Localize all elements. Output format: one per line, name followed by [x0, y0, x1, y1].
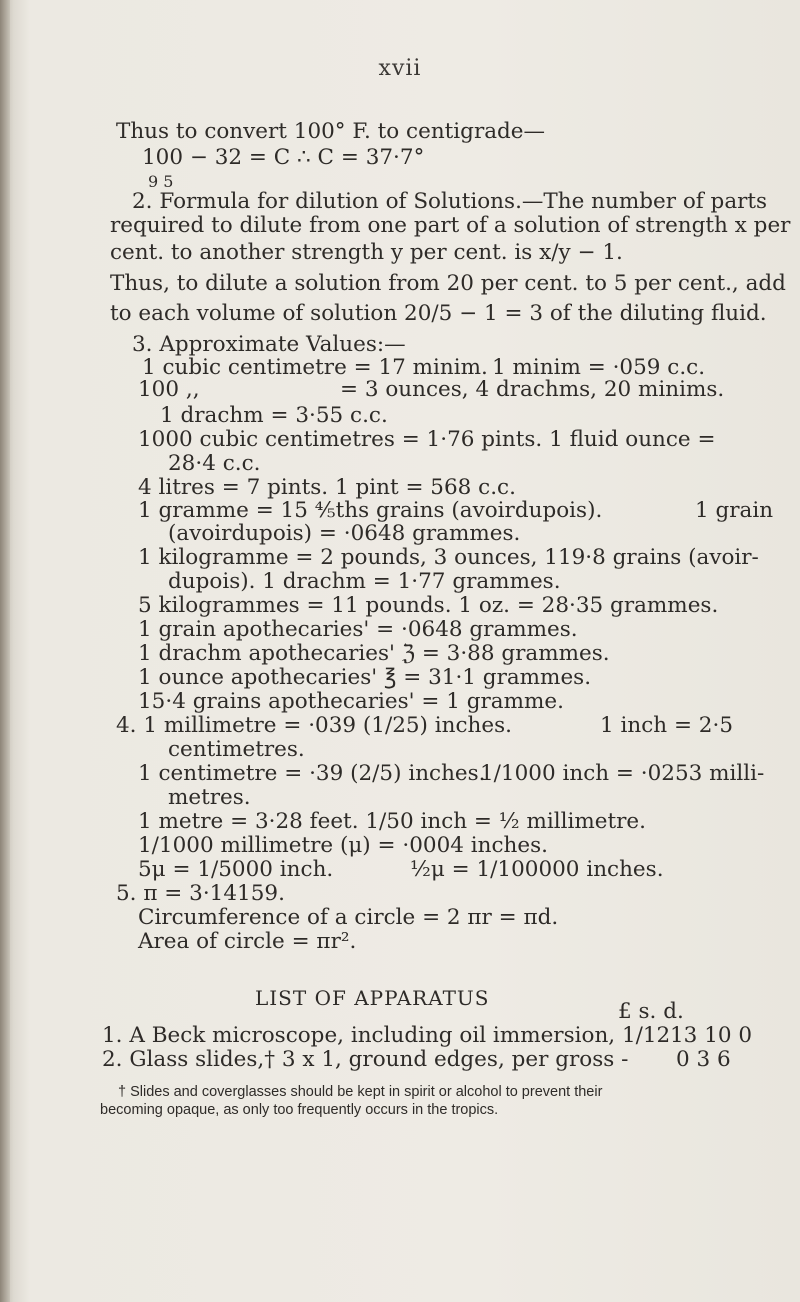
text-line: 1 grain apothecaries' = ·0648 grammes.	[138, 617, 578, 642]
text-line: 100 ,,	[138, 377, 200, 402]
text-line: Area of circle = πr².	[138, 929, 357, 954]
text-line: 5 kilogrammes = 11 pounds. 1 oz. = 28·35 grammes.	[138, 593, 719, 618]
text-line: 1 kilogramme = 2 pounds, 3 ounces, 119·8 grains (avoir-	[138, 545, 759, 570]
text-line: 5μ = 1/5000 inch.	[138, 857, 334, 882]
text-line: 1 gramme = 15 ⅘ths grains (avoirdupois).	[138, 498, 603, 523]
text-line: ½μ = 1/100000 inches.	[410, 857, 664, 882]
apparatus-item: 2. Glass slides,† 3 x 1, ground edges, per gross -	[102, 1047, 629, 1072]
apparatus-item-price: 13 10 0	[670, 1023, 753, 1048]
text-line: 1 ounce apothecaries' ℥ = 31·1 grammes.	[138, 665, 592, 690]
apparatus-heading: LIST OF APPARATUS	[255, 986, 490, 1010]
equation-denominators: 9 5	[148, 172, 174, 191]
text-line: to each volume of solution 20/5 − 1 = 3 of the diluting fluid.	[110, 301, 767, 326]
text-line: 1 centimetre = ·39 (2/5) inches.	[138, 761, 486, 786]
text-line: 1 drachm = 3·55 c.c.	[160, 403, 388, 428]
text-line: Circumference of a circle = 2 πr = πd.	[138, 905, 559, 930]
apparatus-item-price: 0 3 6	[676, 1047, 731, 1072]
text-line: 1 metre = 3·28 feet. 1/50 inch = ½ millimetre.	[138, 809, 646, 834]
text-line: cent. to another strength y per cent. is x/y − 1.	[110, 240, 623, 265]
text-line: 1 inch = 2·5	[600, 713, 733, 738]
text-line: 5. π = 3·14159.	[116, 881, 285, 906]
text-line: 1 drachm apothecaries' ℨ = 3·88 grammes.	[138, 641, 610, 666]
text-line: metres.	[168, 785, 251, 810]
text-line: 1 grain	[695, 498, 774, 523]
text-line: 1/1000 millimetre (μ) = ·0004 inches.	[138, 833, 548, 858]
price-column-header: £ s. d.	[618, 999, 684, 1024]
page-binding-shadow	[0, 0, 10, 1302]
text-line: dupois). 1 drachm = 1·77 grammes.	[168, 569, 561, 594]
text-line: 28·4 c.c.	[168, 451, 261, 476]
text-line: 1 minim = ·059 c.c.	[492, 355, 706, 380]
text-line: 15·4 grains apothecaries' = 1 gramme.	[138, 689, 564, 714]
text-line: required to dilute from one part of a solution of strength x per	[110, 213, 791, 238]
text-line: Thus to convert 100° F. to centigrade—	[116, 119, 546, 144]
text-line: 1/1000 inch = ·0253 milli-	[480, 761, 765, 786]
text-line: 1000 cubic centimetres = 1·76 pints. 1 fluid ounce =	[138, 427, 716, 452]
text-line: centimetres.	[168, 737, 305, 762]
text-line: 1 cubic centimetre = 17 minim.	[142, 355, 488, 380]
footnote: † Slides and coverglasses should be kept in spirit or alcohol to prevent their	[118, 1084, 603, 1100]
section-heading: 3. Approximate Values:—	[132, 332, 406, 357]
page-number: xvii	[378, 56, 422, 81]
text-line: Thus, to dilute a solution from 20 per cent. to 5 per cent., add	[110, 271, 786, 296]
text-line: 4 litres = 7 pints. 1 pint = 568 c.c.	[138, 475, 516, 500]
text-line: 4. 1 millimetre = ·039 (1/25) inches.	[116, 713, 512, 738]
apparatus-item: 1. A Beck microscope, including oil immersion, 1/12	[102, 1023, 671, 1048]
equation-line: 100 − 32 = C ∴ C = 37·7°	[142, 145, 425, 170]
text-line: = 3 ounces, 4 drachms, 20 minims.	[340, 377, 725, 402]
text-line: 2. Formula for dilution of Solutions.—The number of parts	[132, 189, 768, 214]
text-line: (avoirdupois) = ·0648 grammes.	[168, 521, 521, 546]
footnote: becoming opaque, as only too frequently occurs in the tropics.	[100, 1102, 499, 1118]
page-body	[100, 0, 791, 1302]
